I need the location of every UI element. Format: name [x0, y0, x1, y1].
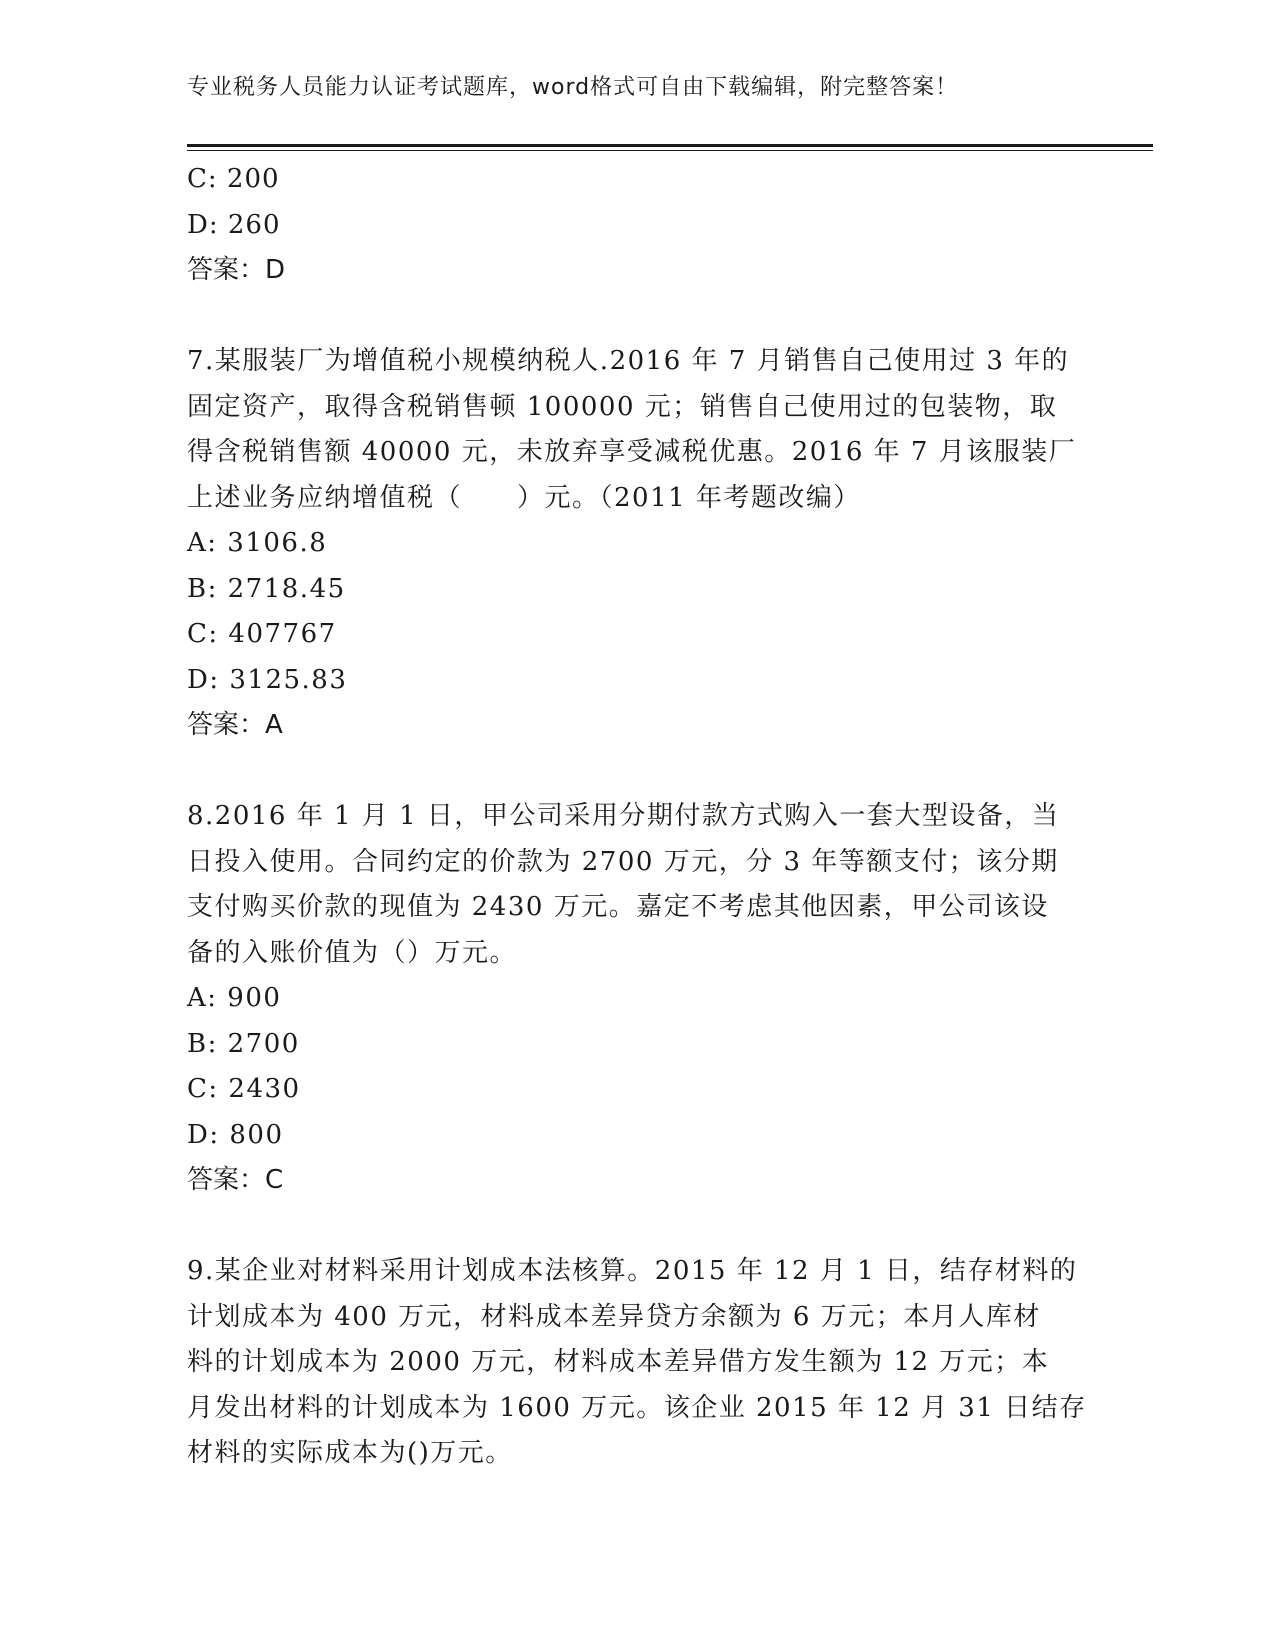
option-c: C: 407767: [187, 619, 337, 649]
option-c: C: 2430: [187, 1074, 301, 1104]
question-text-line: 备的入账价值为（）万元。: [187, 937, 518, 968]
option-d: D: 800: [187, 1119, 284, 1150]
answer-line: 答案：D: [187, 255, 286, 285]
question-text-line: 日投入使用。合同约定的价款为 2700 万元，分 3 年等额支付；该分期: [187, 846, 1059, 877]
header-divider: [187, 144, 1153, 147]
option-d: D: 3125.83: [187, 664, 348, 695]
option-a: A: 3106.8: [187, 528, 328, 558]
question-content: [187, 157, 1087, 1477]
question-text-line: 固定资产，取得含税销售顿 100000 元；销售自己使用过的包装物，取: [187, 391, 1058, 422]
question-text-line: 上述业务应纳增值税（ ）元。（2011 年考题改编）: [187, 482, 861, 513]
question-text-line: 得含税销售额 40000 元，未放弃享受减税优惠。2016 年 7 月该服装厂: [187, 437, 1077, 467]
option-a: A: 900: [187, 983, 282, 1013]
option-b: B: 2700: [187, 1028, 300, 1059]
option-c: C: 200: [187, 164, 280, 194]
question-text-line: 7.某服装厂为增值税小规模纳税人.2016 年 7 月销售自己使用过 3 年的: [187, 346, 1070, 376]
answer-line: 答案：C: [187, 1165, 284, 1195]
question-9: [187, 1249, 1087, 1477]
page-header: 专业税务人员能力认证考试题库，word格式可自由下载编辑，附完整答案！: [187, 75, 959, 100]
option-d: D: 260: [187, 209, 281, 240]
header-divider-thin: [187, 150, 1153, 151]
question-7: [187, 339, 1087, 749]
answer-line: 答案：A: [187, 710, 283, 740]
question-text-line: 计划成本为 400 万元，材料成本差异贷方余额为 6 万元；本月人库材: [187, 1301, 1041, 1332]
question-text-line: 8.2016 年 1 月 1 日，甲公司采用分期付款方式购入一套大型设备，当: [187, 801, 1060, 831]
question-text-line: 月发出材料的计划成本为 1600 万元。该企业 2015 年 12 月 31 日结存: [187, 1392, 1087, 1423]
option-b: B: 2718.45: [187, 573, 346, 604]
question-8: [187, 794, 1087, 1204]
spacer: [187, 294, 1087, 340]
prev-question: [187, 157, 1087, 294]
spacer: [187, 749, 1087, 795]
spacer: [187, 1204, 1087, 1250]
question-text-line: 料的计划成本为 2000 万元，材料成本差异借方发生额为 12 万元；本: [187, 1347, 1050, 1377]
question-text-line: 9.某企业对材料采用计划成本法核算。2015 年 12 月 1 日，结存材料的: [187, 1256, 1078, 1286]
question-text-line: 材料的实际成本为()万元。: [187, 1438, 513, 1468]
question-text-line: 支付购买价款的现值为 2430 万元。嘉定不考虑其他因素，甲公司该设: [187, 892, 1049, 922]
